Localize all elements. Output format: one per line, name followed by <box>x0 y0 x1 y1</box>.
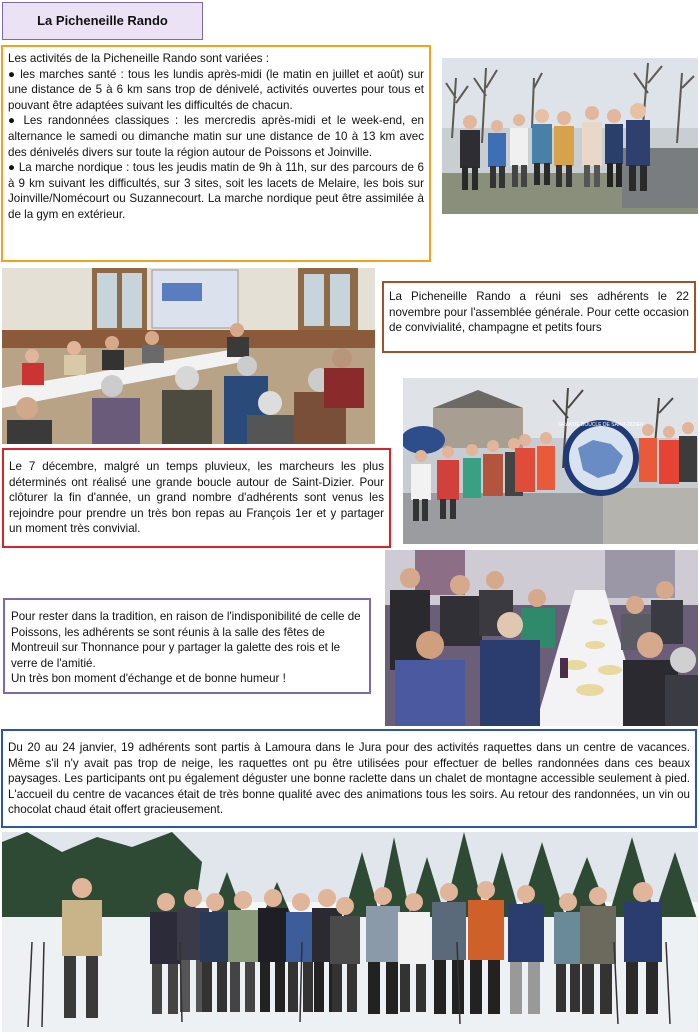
galette-text: Pour rester dans la tradition, en raison de l'indisponibilité de celle de Poissons, les adhérents se sont réunis à la salle des fêtes de Montreuil sur Thonnance pour y partager la galette des rois et le verre de l'amitié. <box>11 610 361 670</box>
photo-saint-dizier-loop <box>403 378 698 544</box>
activities-heading: Les activités de la Picheneille Rando sont variées : <box>8 52 270 65</box>
activity-item-nordique: ● La marche nordique : tous les jeudis matin de 9h à 11h, sur des parcours de 6 à 9 km suivant les difficultés, sur 3 sites, soit les lacets de Melaire, les bois sur Joinville/Nomécourt ou Suzannecourt. La marche nordique peut être assimilée à de la gym en extérieur. <box>8 161 424 221</box>
assembly-text: La Picheneille Rando a réuni ses adhérents le 22 novembre pour l'assemblée générale. Pour cette occasion de convivialité, champagne et petits fours <box>389 290 689 335</box>
page-title <box>2 2 203 40</box>
activities-box <box>1 45 431 262</box>
activity-item-sante: ● les marches santé : tous les lundis après-midi (le matin en juillet et août) sur une distance de 5 à 6 km sans trop de dénivelé, activités ouvertes pour tous et pouvant être adaptées suivant les difficultés de chacun. <box>8 67 424 112</box>
photo-galette-des-rois <box>385 550 698 726</box>
january-box <box>1 729 697 828</box>
sign-text: GRANDE BOUCLE DE SAINT-DIZIER <box>558 422 644 428</box>
december-text: Le 7 décembre, malgré un temps pluvieux, les marcheurs les plus déterminés ont réalisé une grande boucle autour de Saint-Dizier. Pour clôturer la fin d'année, un grand nombre d'adhérents sont venus les rejoindre pour prendre un très bon repas au François 1er et y partager un moment très convivial. <box>9 460 384 536</box>
photo-snowshoe-group <box>2 832 698 1032</box>
galette-box <box>3 598 371 694</box>
page-title-text: La Picheneille Rando <box>37 13 168 29</box>
december-box <box>2 448 391 548</box>
photo-general-assembly <box>2 268 375 444</box>
activity-item-classique: ● Les randonnées classiques : les mercredis après-midi et le week-end, en alternance le samedi ou dimanche matin sur une distance de 10 à 13 km avec des dénivelés divers sur toute la région autour de Poissons et Joinville. <box>8 114 424 159</box>
galette-closing: Un très bon moment d'échange et de bonne humeur ! <box>11 672 286 686</box>
photo-walkers-group <box>442 58 698 214</box>
assembly-box <box>382 281 696 353</box>
january-text: Du 20 au 24 janvier, 19 adhérents sont partis à Lamoura dans le Jura pour des activités raquettes dans un centre de vacances. Même s'il n'y avait pas trop de neige, les raquettes ont pu être utilisées pour effectuer de belles randonnées dans ces beaux paysages. Les participants ont pu également déguster une bonne raclette dans un chalet de montagne accessible seulement à pied. L'accueil du centre de vacances était de très bonne qualité avec des animations tous les soirs. Au retour des randonnées, un vin ou chocolat chaud était offert gracieusement. <box>8 741 690 817</box>
